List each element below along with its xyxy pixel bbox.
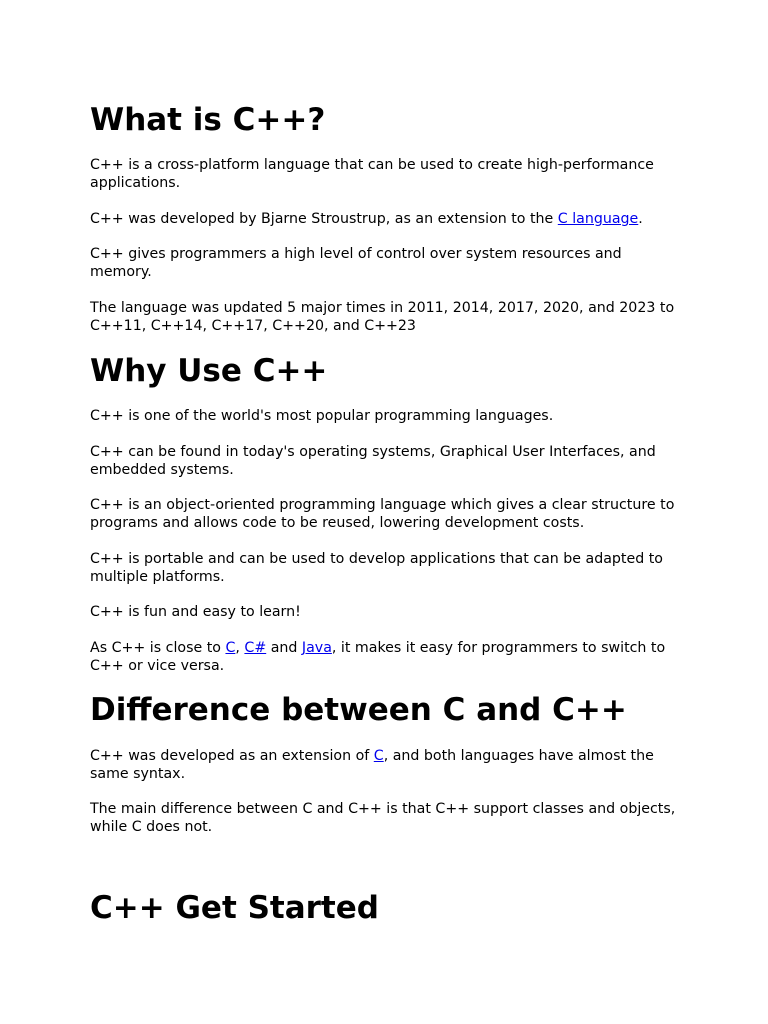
paragraph-found-in: C++ can be found in today's operating systems, Graphical User Interfaces, and embedded systems. bbox=[90, 444, 656, 478]
heading-difference: Difference between C and C++ bbox=[90, 692, 627, 728]
heading-what-is-cpp: What is C++? bbox=[90, 102, 326, 138]
paragraph-text: C++ was developed as an extension of bbox=[90, 748, 374, 764]
heading-why-use-cpp: Why Use C++ bbox=[90, 353, 328, 389]
paragraph-text: , and both languages have almost the same syntax. bbox=[90, 748, 654, 782]
paragraph-object-oriented: C++ is an object-oriented programming language which gives a clear structure to programs and allows code to be reused, lowering development costs. bbox=[90, 497, 675, 531]
paragraph-text: , it makes it easy for programmers to switch to C++ or vice versa. bbox=[90, 640, 666, 674]
paragraph-text: , bbox=[235, 640, 245, 656]
link-c[interactable]: C bbox=[225, 640, 236, 656]
paragraph-text: As C++ is close to bbox=[90, 640, 226, 656]
paragraph-text: and bbox=[266, 640, 302, 656]
link-c-language[interactable]: C language bbox=[557, 211, 639, 227]
paragraph-portable: C++ is portable and can be used to develop applications that can be adapted to multiple platforms. bbox=[90, 551, 663, 585]
paragraph-text: C++ was developed by Bjarne Stroustrup, as an extension to the bbox=[90, 211, 558, 227]
paragraph-cross-platform: C++ is a cross-platform language that can be used to create high-performance applications. bbox=[90, 157, 654, 191]
link-csharp[interactable]: C# bbox=[244, 640, 267, 656]
paragraph-fun: C++ is fun and easy to learn! bbox=[90, 604, 301, 620]
paragraph-control: C++ gives programmers a high level of control over system resources and memory. bbox=[90, 246, 622, 280]
paragraph-main-difference: The main difference between C and C++ is that C++ support classes and objects, while C does not. bbox=[90, 801, 676, 835]
link-c-extension[interactable]: C bbox=[373, 748, 384, 764]
paragraph-extension-of-c bbox=[90, 748, 682, 783]
paragraph-updates: The language was updated 5 major times in 2011, 2014, 2017, 2020, and 2023 to C++11, C++14, C++17, C++20, and C++23 bbox=[90, 300, 675, 334]
paragraph-popular: C++ is one of the world's most popular programming languages. bbox=[90, 408, 554, 424]
link-java[interactable]: Java bbox=[301, 640, 332, 656]
heading-get-started: C++ Get Started bbox=[90, 890, 379, 926]
paragraph-developed-by bbox=[90, 211, 682, 229]
paragraph-text: . bbox=[638, 211, 643, 227]
paragraph-close-to bbox=[90, 640, 682, 675]
